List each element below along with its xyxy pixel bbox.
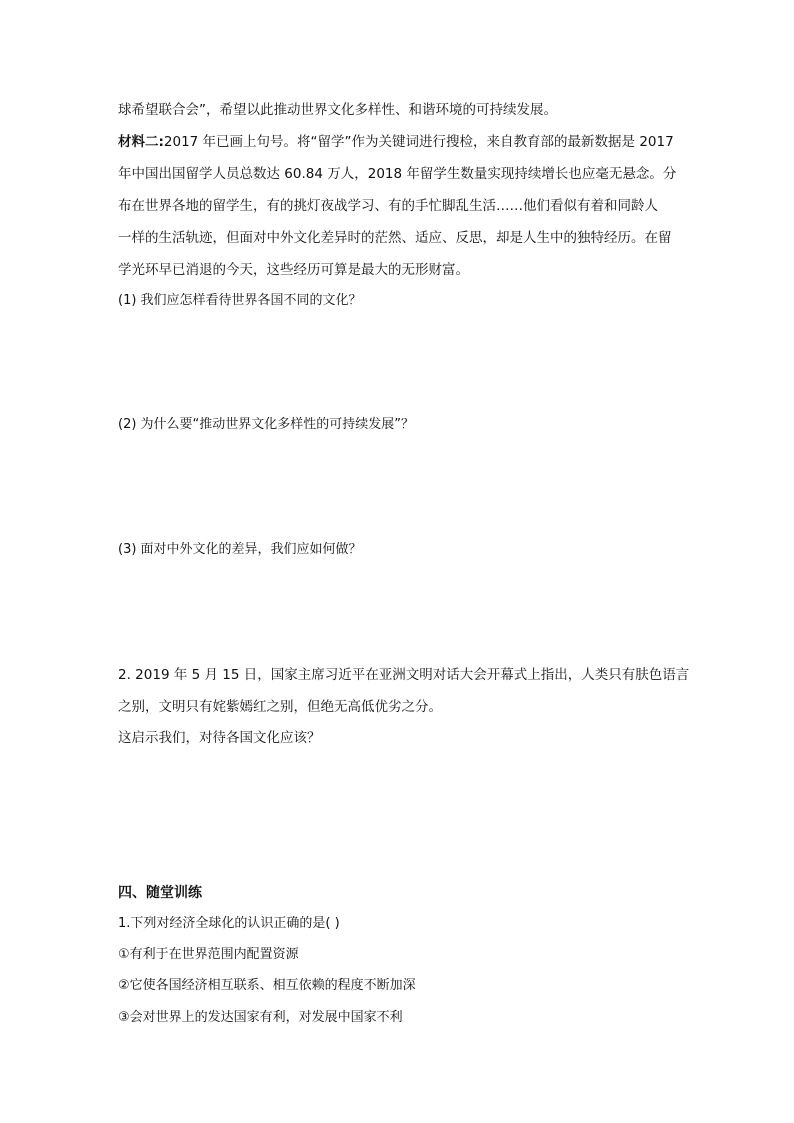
q2-line-3: 这启示我们，对待各国文化应该？: [118, 730, 321, 746]
section4-option-2: ②它使各国经济相互联系、相互依赖的程度不断加深: [118, 978, 416, 993]
section4-option-1: ①有利于在世界范围内配置资源: [118, 947, 299, 962]
question-2: (2) 为什么要“推动世界文化多样性的可持续发展”？: [118, 417, 415, 432]
material2-line-1: [118, 132, 688, 152]
material2-text-1: 2017 年已画上句号。将“留学”作为关键词进行搜检，来自教育部的最新数据是 2017: [163, 134, 674, 150]
material2-label: 材料二:: [118, 134, 164, 150]
q2-line-1: 2. 2019 年 5 月 15 日，国家主席习近平在亚洲文明对话大会开幕式上指出，人类只有肤色语言: [118, 667, 690, 683]
section4-question: 1.下列对经济全球化的认识正确的是( ): [118, 916, 340, 931]
section4-title: 四、随堂训练: [118, 885, 202, 901]
material2-line-5: 学光环早已消退的今天，这些经历可算是最大的无形财富。: [118, 262, 469, 278]
material2-line-4: 一样的生活轨迹，但面对中外文化差异时的茫然、适应、反思，却是人生中的独特经历。在留: [118, 230, 672, 246]
material2-line-3: 布在世界各地的留学生，有的挑灯夜战学习、有的手忙脚乱生活……他们看似有着和同龄人: [118, 198, 658, 214]
q2-line-2: 之别，文明只有姹紫嫣红之别，但绝无高低优劣之分。: [118, 699, 442, 715]
question-1: (1) 我们应怎样看待世界各国不同的文化？: [118, 293, 362, 308]
question-3: (3) 面对中外文化的差异，我们应如何做？: [118, 542, 362, 557]
material2-line-2: 年中国出国留学人员总数达 60.84 万人，2018 年留学生数量实现持续增长也应毫无悬念。分: [118, 166, 677, 182]
section4-option-3: ③会对世界上的发达国家有利，对发展中国家不利: [118, 1010, 403, 1025]
material1-tail: 球希望联合会”，希望以此推动世界文化多样性、和谐环境的可持续发展。: [118, 102, 557, 118]
